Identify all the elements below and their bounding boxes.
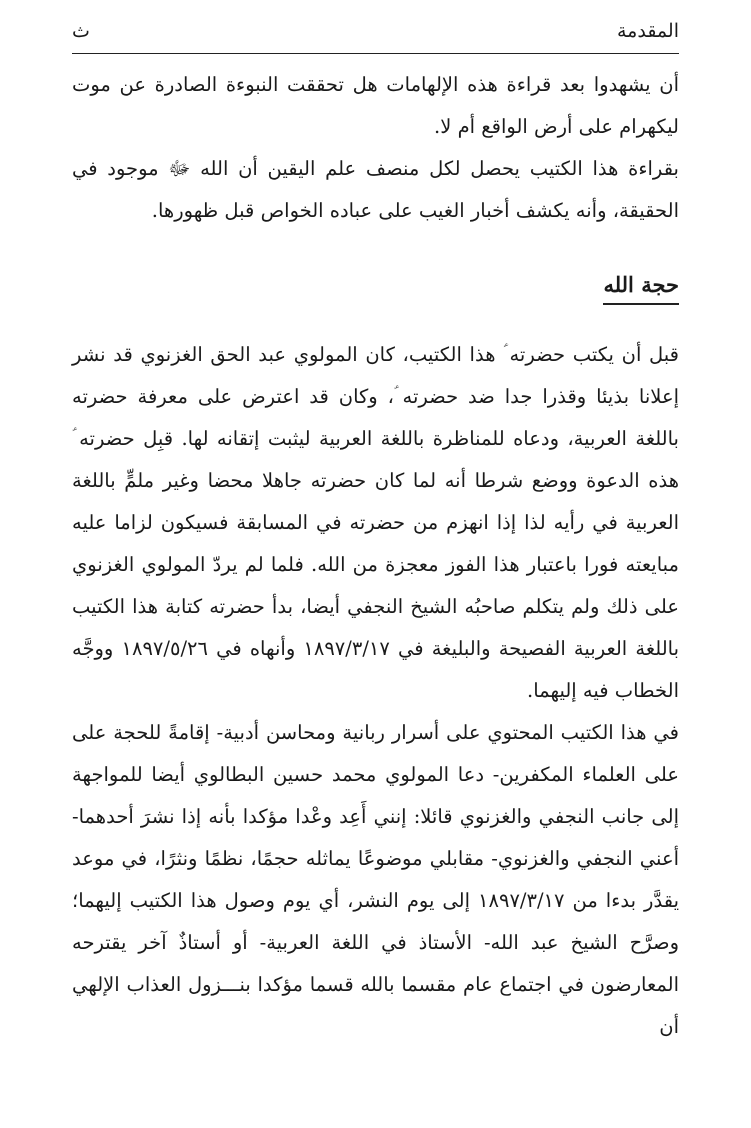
section-heading-wrap: [72, 272, 679, 316]
section-paragraph-2: في هذا الكتيب المحتوي على أسرار ربانية ومحاسن أدبية- إقامةً للحجة على على العلماء المكفرين- دعا المولوي محمد حسين البطالوي أيضا للمواجهة إلى جانب النجفي والغزنوي قائلا: إنني أَعِد وعْدا مؤكدا بأنه إذا نشرَ أحدهما- أعني النجفي والغزنوي- مقابلي موضوعًا يماثله حجمًا، نظمًا ونثرًا، في موعد يقدَّر بدءا من ١٨٩٧/٣/١٧ إلى يوم النشر، أي يوم وصول هذا الكتيب إليهما؛ وصرَّح الشيخ عبد الله- الأستاذ في اللغة العربية- أو أستاذٌ آخر يقترحه المعارضون في اجتماع عام مقسما بالله قسما مؤكدا بنـــزول العذاب الإلهي أن: [72, 721, 679, 1038]
intro-paragraph-1: أن يشهدوا بعد قراءة هذه الإلهامات هل تحققت النبوءة الصادرة عن موت ليكهرام على أرض الواقع أم لا.: [72, 73, 679, 138]
intro-paragraph-2: بقراءة هذا الكتيب يحصل لكل منصف علم اليقين أن الله ﷻ موجود في الحقيقة، وأنه يكشف أخبار الغيب على عباده الخواص قبل ظهورها.: [72, 157, 679, 222]
page-number: ث: [72, 20, 90, 42]
section-heading: حجة الله: [603, 272, 679, 305]
section-paragraph-1: قبل أن يكتب حضرته ؑ هذا الكتيب، كان المولوي عبد الحق الغزنوي قد نشر إعلانا بذيئا وقذرا جدا ضد حضرته ؑ، وكان قد اعترض على معرفة حضرته باللغة العربية، ودعاه للمناظرة باللغة العربية ليثبت إتقانه لها. قبِل حضرته ؑ هذه الدعوة ووضع شرطا أنه لما كان حضرته جاهلا محضا وغير ملمٍّ باللغة العربية في رأيه لذا إذا انهزم من حضرته في المسابقة فسيكون لزاما عليه مبايعته فورا باعتبار هذا الفوز معجزة من الله. فلما لم يردّ المولوي الغزنوي على ذلك ولم يتكلم صاحبُه الشيخ النجفي أيضا، بدأ حضرته كتابة هذا الكتيب باللغة العربية الفصيحة والبليغة في ١٨٩٧/٣/١٧ وأنهاه في ١٨٩٧/٥/٢٦ ووجَّه الخطاب فيه إليهما.: [72, 343, 679, 702]
page-body: [72, 64, 679, 1048]
running-title: المقدمة: [616, 20, 679, 42]
running-header: [72, 14, 679, 48]
header-divider: [72, 53, 679, 54]
